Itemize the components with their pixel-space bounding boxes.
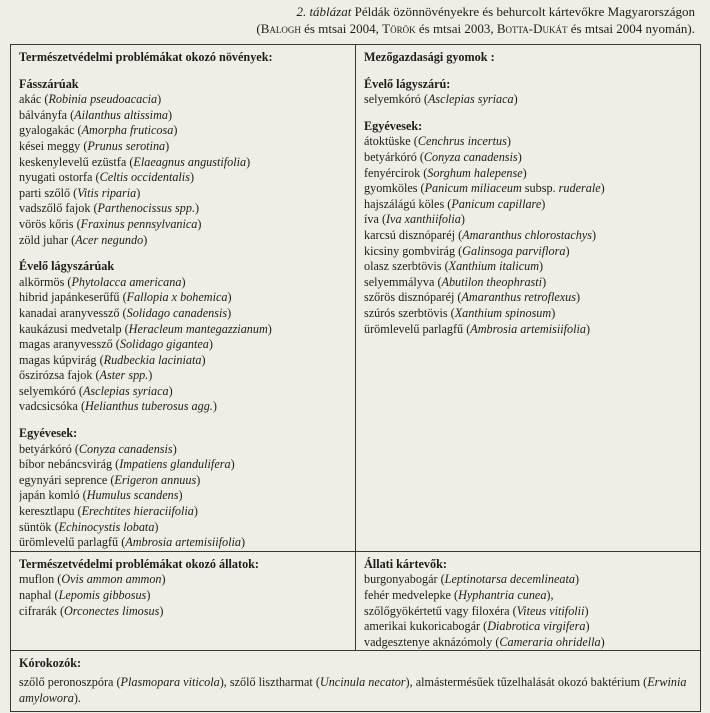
species-name: szúrós szerbtövis (364, 305, 448, 320)
list-item (19, 399, 349, 415)
paren-open: ( (454, 290, 462, 305)
species-name: keskenylevelű ezüstfa (19, 154, 127, 169)
paren-close: ) (154, 519, 159, 534)
paren-open: ( (118, 535, 126, 550)
paren-open: ( (480, 619, 488, 634)
list-item (364, 259, 694, 275)
paren-close: ) (173, 123, 178, 138)
list-item (364, 619, 694, 635)
paren-close: ) (136, 185, 141, 200)
species-latin: Diabrotica virgifera (487, 619, 586, 634)
species-name: íva (364, 212, 379, 227)
table-number: 2. táblázat (296, 4, 352, 19)
pests-cell (356, 551, 701, 651)
pathogen-latin-2: Uncinula necator (319, 674, 406, 689)
species-name: vadszőlő fajok (19, 201, 91, 216)
species-latin: Cameraria ohridella (499, 634, 601, 649)
paren-open: ( (51, 588, 59, 602)
paren-close: ) (585, 619, 590, 634)
species-name: naphal (19, 588, 52, 602)
list-item (364, 134, 694, 150)
species-latin: Helianthus tuberosus agg. (85, 399, 213, 414)
list-item (19, 353, 349, 369)
species-latin: Acer negundo (75, 232, 144, 247)
animals-list (19, 572, 349, 619)
paren-open: ( (416, 149, 424, 164)
species-latin: Conyza canadensis (423, 149, 518, 164)
paren-close: ) (196, 472, 201, 487)
paren-open: ( (64, 274, 72, 289)
species-latin: Echinocystis lobata (58, 519, 155, 534)
paren-open: ( (450, 588, 459, 602)
species-name: kanadai aranyvessző (19, 305, 120, 320)
species-latin: Leptinotarsa decemlineata (444, 572, 575, 587)
paren-open: ( (441, 259, 449, 274)
list-item (364, 604, 694, 620)
paren-close: ) (539, 259, 544, 274)
species-latin: Ambrosia artemisiifolia (470, 321, 586, 336)
pathogen-latin-1: Plasmopara viticola (120, 674, 220, 689)
species-latin: Xanthium spinosum (454, 305, 552, 320)
species-latin: Humulus scandens (86, 488, 179, 503)
list-item (19, 488, 349, 504)
paren-close: ) (212, 399, 217, 414)
paren-open: ( (417, 181, 425, 196)
list-item (364, 306, 694, 322)
paren-close: ) (546, 588, 551, 602)
pathogens-header: Kórokozók: (19, 656, 82, 671)
paren-close: ) (165, 138, 170, 153)
paren-close: ) (227, 305, 232, 320)
species-name: magas aranyvessző (19, 337, 113, 352)
species-name: szőlőgyökértetű vagy filoxéra (364, 603, 510, 618)
weeds-header: Mezőgazdasági gyomok : (364, 50, 495, 64)
plants-header: Természetvédelmi problémákat okozó növények: (19, 50, 273, 64)
list-item (19, 92, 349, 108)
paren-close: ) (542, 274, 547, 289)
pests-header: Állati kártevők: (364, 556, 447, 571)
list-item (19, 217, 349, 233)
species-name: fehér medvelepke (364, 588, 451, 602)
list-item (364, 588, 694, 604)
paren-open: ( (56, 603, 64, 618)
paren-close: ) (167, 107, 173, 122)
paren-close: ) (148, 368, 153, 383)
list-item (19, 108, 349, 124)
list-item (19, 457, 349, 473)
species-name: vadcsicsóka (19, 399, 78, 414)
paren-close: ) (143, 232, 148, 247)
paren-open: ( (71, 441, 79, 456)
paren-close: ) (159, 603, 164, 618)
species-latin: Rudbeckia laciniata (103, 352, 202, 367)
paren-open: ( (126, 154, 134, 169)
paren-close: ) (161, 572, 166, 587)
paren-close: ) (506, 134, 511, 149)
species-latin: Robinia pseudoacacia (48, 92, 158, 107)
paren-open: ( (509, 603, 517, 618)
species-name: kicsiny gombvirág (364, 243, 456, 258)
paren-close: ) (178, 488, 183, 503)
paren-open: ( (121, 321, 129, 336)
species-latin: Amaranthus chlorostachys (462, 227, 593, 242)
species-name: egynyári seprence (19, 472, 108, 487)
species-name: vadgesztenye aknázómoly (364, 634, 493, 649)
paren-close: ) (551, 305, 556, 320)
paren-open: ( (455, 243, 463, 258)
species-latin: Sorghum halepense (427, 165, 523, 180)
paren-close: ) (193, 504, 198, 519)
species-name: kaukázusi medvetalp (19, 321, 122, 336)
pathogens-text (19, 675, 694, 706)
species-name: gyomköles (364, 181, 418, 196)
paren-open: ( (444, 196, 452, 211)
caption-sep-1: és mtsai 2004, (300, 21, 383, 36)
list-item (19, 155, 349, 171)
species-comma: , (550, 588, 554, 602)
species-name: olasz szerbtövis (364, 259, 442, 274)
species-name: betyárkóró (364, 149, 417, 164)
species-latin: Erechtites hieraciifolia (81, 504, 194, 519)
group-title: Fásszárúak (19, 76, 79, 91)
species-latin: Heracleum mantegazzianum (128, 321, 268, 336)
paren-open: ( (68, 232, 76, 247)
list-item (364, 150, 694, 166)
weeds-cell (356, 45, 701, 552)
paren-close: ) (541, 196, 546, 211)
paren-open: ( (74, 123, 82, 138)
caption-author-1: Balogh (260, 21, 301, 36)
group-title: Évelő lágyszárúak (19, 259, 115, 274)
list-item (364, 92, 694, 108)
list-item (19, 170, 349, 186)
caption-sep-2: és mtsai 2003, (415, 21, 497, 36)
species-name: alkörmös (19, 274, 65, 289)
species-name: karcsú disznóparéj (364, 227, 456, 242)
list-item (19, 290, 349, 306)
paren-open: ( (75, 383, 83, 398)
species-latin: Cenchrus incertus (417, 134, 507, 149)
paren-close: ) (146, 588, 151, 602)
list-item (19, 337, 349, 353)
species-latin: Orconectes limosus (64, 603, 160, 618)
pathogen-text-1: szőlő peronoszpóra ( (19, 674, 121, 689)
pathogen-latin-3: Erwinia amylowora (19, 674, 687, 705)
species-latin: Vitis riparia (77, 185, 137, 200)
paren-open: ( (70, 185, 78, 200)
paren-open: ( (79, 488, 87, 503)
caption-author-3: Botta-Dukát (496, 21, 568, 36)
species-suffix: subsp. (521, 181, 559, 196)
species-latin: Iva xanthiifolia (386, 212, 461, 227)
caption-title: Példák özönnövényekre és behurcolt kártevőkre Magyarországon (351, 4, 695, 19)
species-name: muflon (19, 572, 55, 587)
paren-close: ) (208, 337, 213, 352)
species-latin: Asclepias syriaca (82, 383, 169, 398)
paren-close: ) (240, 535, 246, 550)
species-latin: Ailanthus altissima (74, 107, 168, 122)
species-name: burgonyabogár (364, 572, 438, 587)
species-latin: Erigeron annuus (114, 472, 197, 487)
plants-cell (11, 45, 356, 552)
species-name: vörös kőris (19, 216, 74, 231)
list-item (364, 166, 694, 182)
pathogens-cell (11, 651, 701, 712)
species-latin: Prunus serotina (87, 138, 166, 153)
species-name: selyemkóró (19, 383, 76, 398)
list-item (19, 275, 349, 291)
paren-open: ( (96, 352, 104, 367)
caption-sep-3: és mtsai 2004 nyomán). (567, 21, 695, 36)
list-item (364, 197, 694, 213)
species-name: cifrarák (19, 603, 57, 618)
species-name: hajszálágú köles (364, 196, 445, 211)
list-item (19, 123, 349, 139)
paren-open: ( (92, 368, 100, 383)
species-latin: Elaeagnus angustifolia (133, 154, 247, 169)
paren-open: ( (92, 170, 100, 185)
paren-close: ) (517, 149, 522, 164)
species-name: amerikai kukoricabogár (364, 619, 481, 634)
list-item (19, 588, 349, 604)
species-latin: Lepomis gibbosus (58, 588, 147, 602)
paren-open: ( (492, 634, 500, 649)
paren-open: ( (107, 472, 115, 487)
paren-close: ) (575, 572, 580, 587)
list-item (19, 233, 349, 249)
paren-open: ( (73, 216, 81, 231)
paren-close: ) (227, 290, 232, 305)
species-latin: Phytolacca americana (71, 274, 182, 289)
species-latin: Aster spp. (99, 368, 149, 383)
pathogen-text-4: ). (73, 690, 81, 705)
list-item (19, 139, 349, 155)
paren-close: ) (195, 201, 200, 216)
species-table (10, 44, 701, 712)
paren-close: ) (246, 154, 251, 169)
paren-close: ) (592, 227, 597, 242)
paren-open: ( (51, 519, 59, 534)
species-name: selyemkóró (364, 92, 421, 107)
species-latin: Solidago canadensis (126, 305, 228, 320)
paren-open: ( (455, 227, 463, 242)
species-name: fenyércirok (364, 165, 421, 180)
paren-close: ) (522, 165, 527, 180)
paren-close: ) (197, 216, 202, 231)
species-latin: Fallopia x bohemica (126, 290, 228, 305)
species-name: gyalogakác (19, 123, 75, 138)
pathogen-text-2: ), szőlő lisztharmat ( (219, 674, 320, 689)
paren-close: ) (230, 457, 235, 472)
caption-author-2: Török (382, 21, 416, 36)
plants-groups (19, 77, 349, 551)
paren-open: ( (420, 92, 428, 107)
species-latin: Amaranthus retroflexus (461, 290, 577, 305)
paren-close: ) (565, 243, 570, 258)
species-latin: Solidago gigantea (119, 337, 209, 352)
paren-open: ( (447, 305, 455, 320)
species-latin-2: ruderale (558, 181, 601, 196)
species-latin: Fraxinus pennsylvanica (80, 216, 198, 231)
paren-close: ) (513, 92, 518, 107)
species-latin: Panicum capillare (451, 196, 542, 211)
list-item (364, 228, 694, 244)
species-name: keresztlapu (19, 504, 75, 519)
list-item (19, 186, 349, 202)
species-name: süntök (19, 519, 52, 534)
paren-open: ( (112, 457, 120, 472)
list-item (19, 504, 349, 520)
paren-close: ) (584, 603, 589, 618)
species-name: ürömlevelű parlagfű (19, 535, 119, 550)
species-name: bíbor nebáncsvirág (19, 457, 113, 472)
species-name: átoktüske (364, 134, 411, 149)
list-item (19, 201, 349, 217)
paren-close: ) (585, 321, 591, 336)
list-item (364, 244, 694, 260)
species-name: betyárkóró (19, 441, 72, 456)
paren-close: ) (189, 170, 195, 185)
list-item (364, 635, 694, 651)
list-item (19, 384, 349, 400)
species-latin: Abutilon theophrasti (441, 274, 543, 289)
species-name: parti szőlő (19, 185, 71, 200)
list-item (364, 181, 694, 197)
list-item (19, 322, 349, 338)
caption-source-line (150, 20, 695, 37)
list-item (19, 442, 349, 458)
paren-open: ( (90, 201, 98, 216)
paren-open: ( (41, 92, 49, 107)
species-latin: Parthenocissus spp. (97, 201, 196, 216)
species-name: hibrid japánkeserűfű (19, 290, 120, 305)
paren-open: ( (410, 134, 418, 149)
paren-close: ) (157, 92, 162, 107)
list-item (19, 572, 349, 588)
group-title: Egyévesek: (364, 118, 423, 133)
species-name: őszirózsa fajok (19, 368, 93, 383)
paren-open: ( (378, 212, 386, 227)
species-name: ürömlevelű parlagfű (364, 321, 464, 336)
species-name: zöld juhar (19, 232, 69, 247)
species-name: japán komló (19, 488, 80, 503)
paren-close: ) (600, 181, 605, 196)
species-latin: Hyphantria cunea (458, 588, 547, 602)
paren-open: ( (67, 107, 75, 122)
species-name: bálványfa (19, 107, 68, 122)
species-name: kései meggy (19, 138, 81, 153)
species-name: selyemmályva (364, 274, 435, 289)
group-title: Évelő lágyszárú: (364, 76, 451, 91)
paren-close: ) (267, 321, 272, 336)
paren-open: ( (80, 138, 88, 153)
paren-open: ( (437, 572, 445, 587)
species-latin: Viteus vitifolii (516, 603, 585, 618)
paren-open: ( (112, 337, 120, 352)
paren-open: ( (119, 290, 127, 305)
list-item (19, 604, 349, 620)
list-item (364, 290, 694, 306)
species-latin: Asclepias syriaca (427, 92, 514, 107)
pests-list (364, 572, 694, 650)
paren-close: ) (576, 290, 581, 305)
caption-source-open: ( (256, 21, 261, 36)
species-name: nyugati ostorfa (19, 170, 93, 185)
species-latin: Galinsoga parviflora (462, 243, 566, 258)
paren-close: ) (201, 352, 206, 367)
species-latin: Panicum miliaceum (424, 181, 522, 196)
group-title: Egyévesek: (19, 426, 78, 441)
list-item (19, 368, 349, 384)
paren-close: ) (181, 274, 186, 289)
species-name: magas kúpvirág (19, 352, 97, 367)
species-latin: Xanthium italicum (448, 259, 540, 274)
species-latin: Conyza canadensis (78, 441, 173, 456)
list-item (364, 275, 694, 291)
pathogen-text-3: ), almástermésűek tűzelhalását okozó baktérium ( (405, 674, 648, 689)
paren-open: ( (434, 274, 442, 289)
paren-close: ) (600, 634, 605, 649)
species-name: szőrös disznóparéj (364, 290, 455, 305)
species-latin: Impatiens glandulifera (119, 457, 231, 472)
list-item (19, 520, 349, 536)
species-latin: Celtis occidentalis (99, 170, 190, 185)
list-item (19, 306, 349, 322)
species-name: akác (19, 92, 42, 107)
paren-close: ) (460, 212, 465, 227)
list-item (19, 535, 349, 551)
paren-open: ( (119, 305, 127, 320)
paren-open: ( (54, 572, 62, 587)
paren-open: ( (77, 399, 85, 414)
list-item (19, 473, 349, 489)
caption-title-line (150, 3, 695, 20)
paren-open: ( (420, 165, 428, 180)
animals-cell (11, 551, 356, 651)
paren-close: ) (172, 441, 177, 456)
species-latin: Ambrosia artemisiifolia (125, 535, 241, 550)
table-caption (150, 3, 695, 37)
species-latin: Amorpha fruticosa (81, 123, 174, 138)
list-item (364, 572, 694, 588)
list-item (364, 212, 694, 228)
animals-header: Természetvédelmi problémákat okozó állatok: (19, 556, 259, 571)
weeds-groups (364, 77, 694, 338)
paren-open: ( (74, 504, 82, 519)
species-latin: Ovis ammon ammon (61, 572, 162, 587)
paren-close: ) (168, 383, 173, 398)
paren-open: ( (463, 321, 471, 336)
list-item (364, 322, 694, 338)
